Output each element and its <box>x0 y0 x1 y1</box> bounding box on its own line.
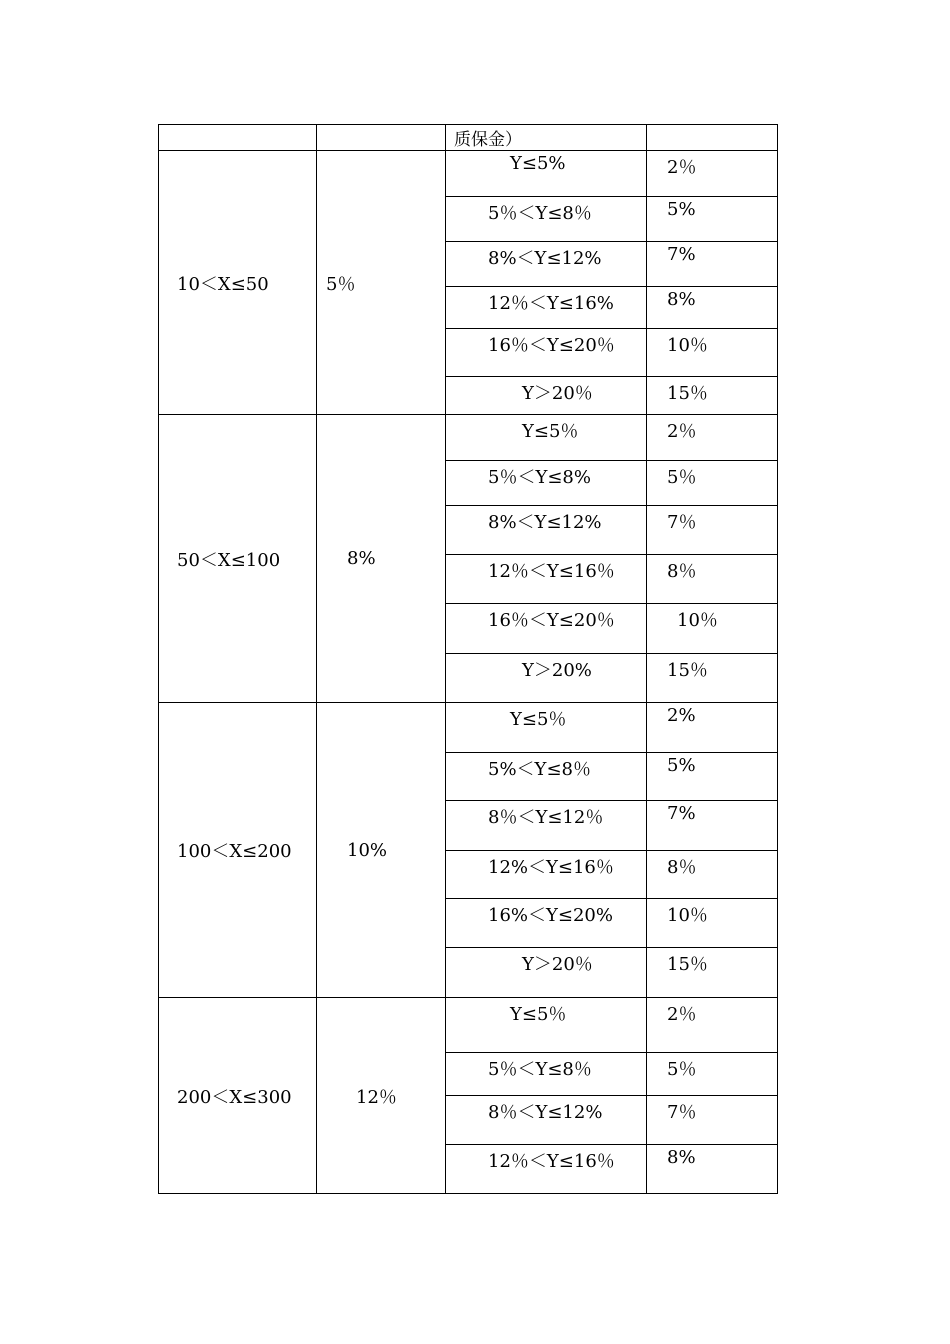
y-range-cell: 16％＜Y≤20％ <box>446 604 647 654</box>
rate-cell: 7％ <box>647 506 778 555</box>
rate-cell: 5％ <box>647 461 778 506</box>
table-row <box>159 415 778 461</box>
rate-cell: 10％ <box>647 329 778 377</box>
y-range-cell: Y≤5％ <box>446 415 647 461</box>
y-range-cell: 8%＜Y≤12% <box>446 242 647 287</box>
x-range-cell: 10＜X≤50 <box>159 151 317 415</box>
rate-cell: 15％ <box>647 948 778 998</box>
y-range-cell: 16%＜Y≤20% <box>446 899 647 948</box>
y-range-cell: 5%＜Y≤8％ <box>446 753 647 801</box>
x-range-cell: 200＜X≤300 <box>159 998 317 1194</box>
rate-cell: 7% <box>647 801 778 851</box>
rate-cell: 5% <box>647 753 778 801</box>
y-range-cell: 12％＜Y≤16％ <box>446 555 647 604</box>
header-cell-4 <box>647 125 778 151</box>
y-range-cell: Y＞20％ <box>446 377 647 415</box>
y-range-cell: 8%＜Y≤12% <box>446 506 647 555</box>
x-range-cell: 50＜X≤100 <box>159 415 317 703</box>
header-cell-3: 质保金） <box>446 125 647 151</box>
rate-cell: 15％ <box>647 654 778 703</box>
y-range-cell: Y≤5％ <box>446 998 647 1053</box>
rate-cell: 5％ <box>647 1053 778 1096</box>
rate-cell: 2％ <box>647 151 778 197</box>
table-row <box>159 998 778 1053</box>
base-rate-cell: 10% <box>317 703 446 998</box>
table-row <box>159 703 778 753</box>
rate-table <box>158 124 778 1194</box>
base-rate-cell: 8% <box>317 415 446 703</box>
y-range-cell: Y＞20% <box>446 654 647 703</box>
rate-cell: 8% <box>647 287 778 329</box>
y-range-cell: Y≤5％ <box>446 703 647 753</box>
table-row <box>159 151 778 197</box>
base-rate-cell: 12％ <box>317 998 446 1194</box>
y-range-cell: 16％＜Y≤20％ <box>446 329 647 377</box>
y-range-cell: 5％＜Y≤8％ <box>446 1053 647 1096</box>
header-cell-1 <box>159 125 317 151</box>
rate-cell: 15％ <box>647 377 778 415</box>
y-range-cell: 12%＜Y≤16％ <box>446 851 647 899</box>
y-range-cell: 12％＜Y≤16% <box>446 287 647 329</box>
rate-cell: 8％ <box>647 555 778 604</box>
rate-cell: 2% <box>647 703 778 753</box>
rate-cell: 2％ <box>647 415 778 461</box>
rate-cell: 2％ <box>647 998 778 1053</box>
y-range-cell: 5％＜Y≤8% <box>446 461 647 506</box>
table-header-row <box>159 125 778 151</box>
y-range-cell: 5％＜Y≤8％ <box>446 197 647 242</box>
y-range-cell: Y＞20％ <box>446 948 647 998</box>
rate-cell: 7％ <box>647 1096 778 1145</box>
x-range-cell: 100＜X≤200 <box>159 703 317 998</box>
rate-cell: 7% <box>647 242 778 287</box>
base-rate-cell: 5％ <box>317 151 446 415</box>
rate-cell: 5% <box>647 197 778 242</box>
header-cell-2 <box>317 125 446 151</box>
rate-cell: 8% <box>647 1145 778 1194</box>
rate-cell: 10％ <box>647 899 778 948</box>
y-range-cell: 8％＜Y≤12% <box>446 1096 647 1145</box>
rate-cell: 10％ <box>647 604 778 654</box>
rate-cell: 8％ <box>647 851 778 899</box>
y-range-cell: 8％＜Y≤12％ <box>446 801 647 851</box>
y-range-cell: 12％＜Y≤16％ <box>446 1145 647 1194</box>
y-range-cell: Y≤5% <box>446 151 647 197</box>
